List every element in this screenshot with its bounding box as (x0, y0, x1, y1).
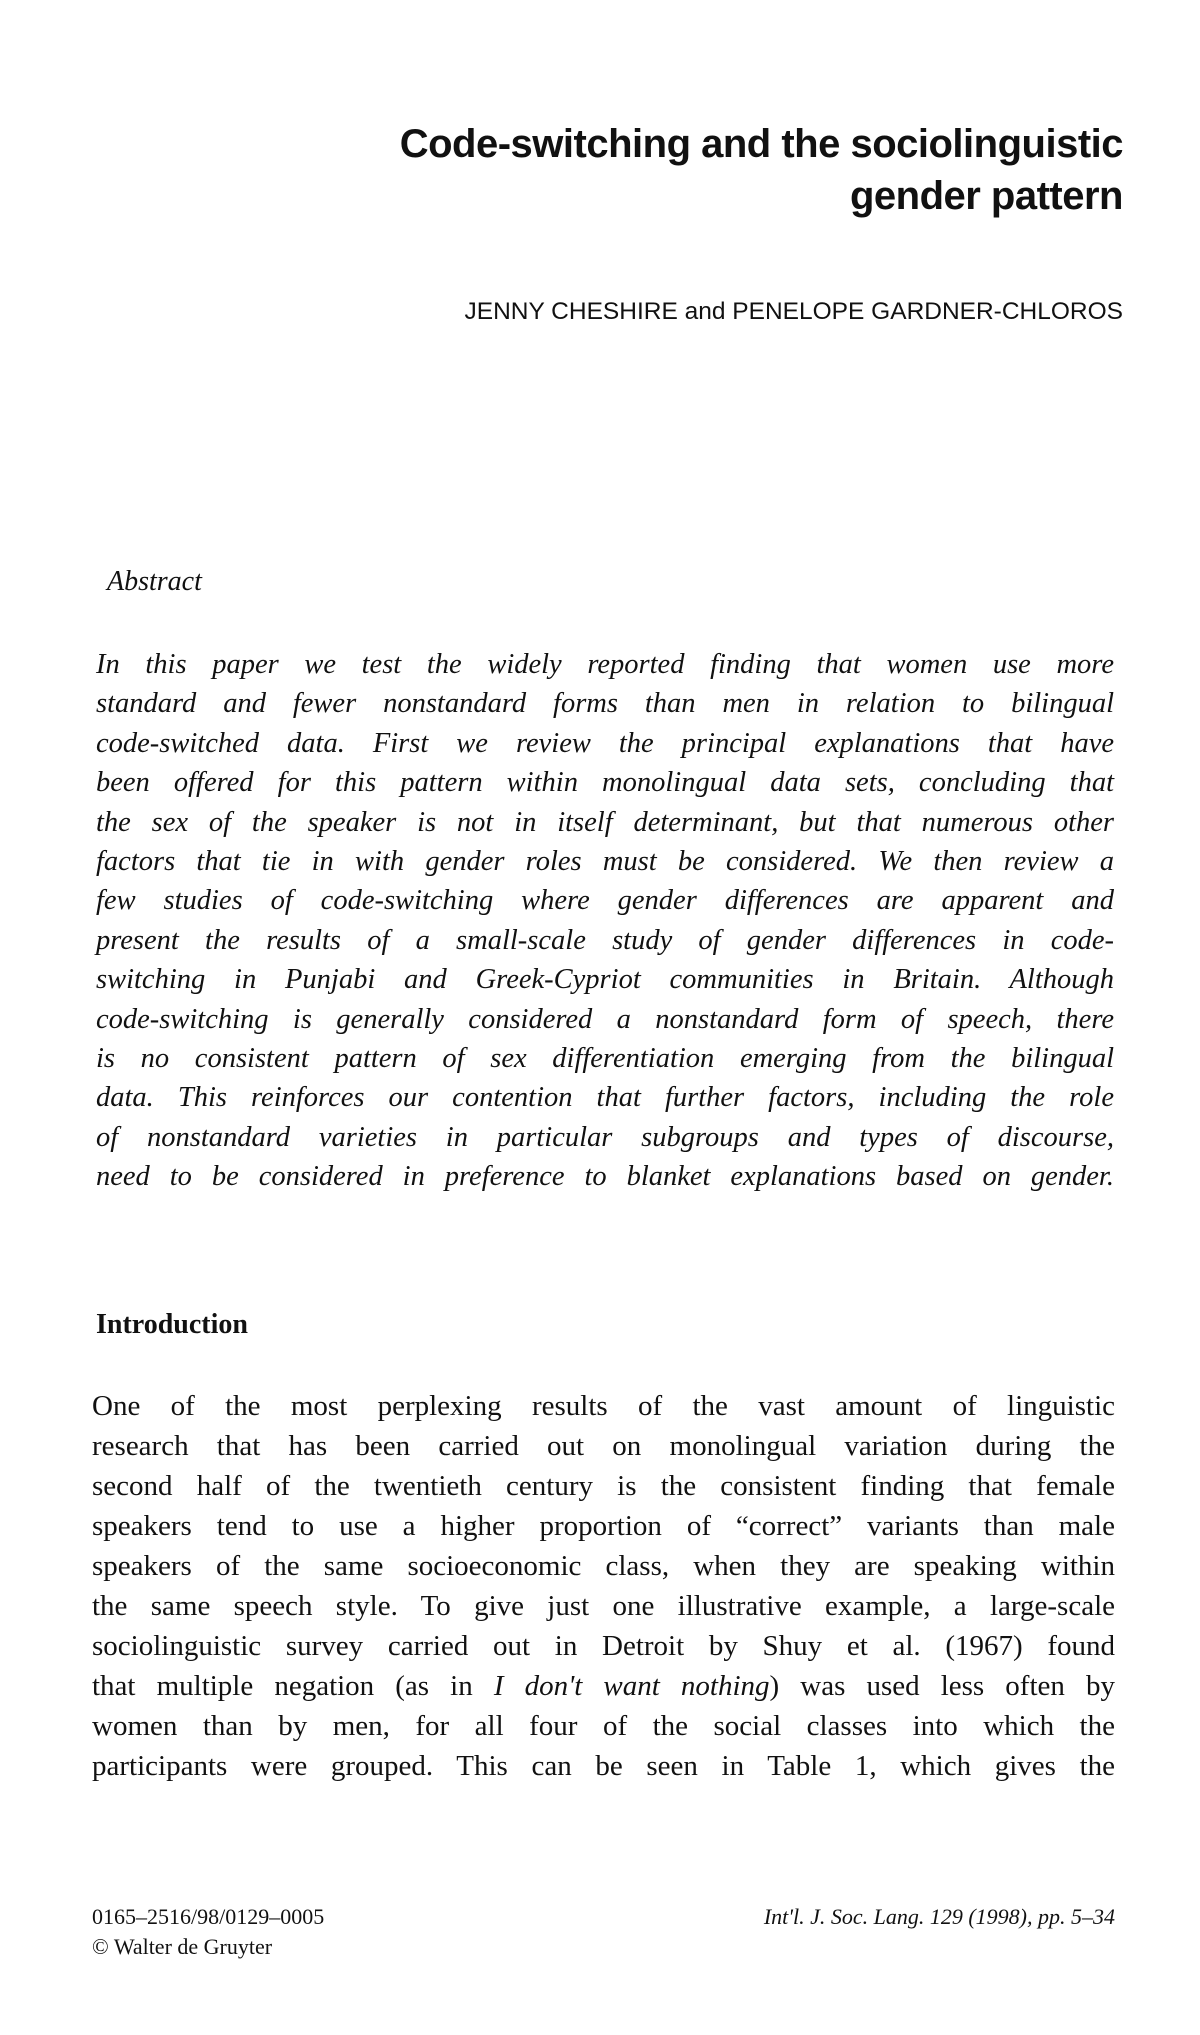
body-line: women than by men, for all four of the social classes into which the (92, 1710, 1115, 1742)
abstract-line: few studies of code-switching where gender differences are apparent and (96, 885, 1114, 917)
abstract-line: In this paper we test the widely reported finding that women use more (96, 649, 1114, 680)
journal-citation: Int'l. J. Soc. Lang. 129 (1998), pp. 5–34 (763, 1904, 1115, 1929)
issn-code: 0165–2516/98/0129–0005 (92, 1904, 325, 1929)
abstract-line: code-switching is generally considered a nonstandard form of speech, there (96, 1003, 1114, 1035)
abstract-body (96, 645, 1114, 1196)
body-text-run: that multiple negation (as in (92, 1670, 494, 1702)
publisher: © Walter de Gruyter (92, 1934, 273, 1959)
abstract-line: the sex of the speaker is not in itself determinant, but that numerous other (96, 806, 1114, 838)
example-phrase: I don't want nothing (493, 1670, 770, 1702)
authors: JENNY CHESHIRE and PENELOPE GARDNER-CHLOROS (464, 298, 1123, 325)
abstract-heading: Abstract (107, 566, 202, 597)
body-text-run: ) was used less often by (769, 1670, 1115, 1702)
body-line: sociolinguistic survey carried out in Detroit by Shuy et al. (1967) found (92, 1630, 1115, 1662)
body-line: the same speech style. To give just one illustrative example, a large-scale (92, 1590, 1115, 1622)
abstract-line: code-switched data. First we review the principal explanations that have (96, 727, 1114, 759)
abstract-line: data. This reinforces our contention that further factors, including the role (96, 1082, 1114, 1114)
introduction-body (92, 1386, 1115, 1786)
body-line: research that has been carried out on monolingual variation during the (92, 1430, 1115, 1462)
abstract-line: present the results of a small-scale study of gender differences in code- (96, 924, 1114, 956)
footer-left (92, 1902, 324, 1962)
abstract-line: of nonstandard varieties in particular subgroups and types of discourse, (96, 1121, 1114, 1153)
title-line-2: gender pattern (849, 174, 1123, 218)
body-line: participants were grouped. This can be seen in Table 1, which gives the (92, 1750, 1115, 1782)
abstract-line: standard and fewer nonstandard forms than men in relation to bilingual (96, 688, 1114, 720)
body-line: second half of the twentieth century is the consistent finding that female (92, 1470, 1115, 1502)
abstract-line: factors that tie in with gender roles must be considered. We then review a (96, 845, 1114, 877)
body-line (92, 1666, 1115, 1706)
body-line: speakers of the same socioeconomic class, when they are speaking within (92, 1550, 1115, 1582)
paper-title (223, 118, 1123, 222)
body-line: speakers tend to use a higher proportion of “correct” variants than male (92, 1510, 1115, 1542)
body-line: One of the most perplexing results of the vast amount of linguistic (92, 1390, 1115, 1422)
abstract-line: switching in Punjabi and Greek-Cypriot communities in Britain. Although (96, 964, 1114, 996)
abstract-line: been offered for this pattern within monolingual data sets, concluding that (96, 767, 1114, 799)
title-line-1: Code-switching and the sociolinguistic (399, 122, 1123, 166)
abstract-line: need to be considered in preference to blanket explanations based on gender. (96, 1161, 1114, 1193)
introduction-heading: Introduction (96, 1309, 248, 1340)
abstract-line: is no consistent pattern of sex differentiation emerging from the bilingual (96, 1042, 1114, 1074)
